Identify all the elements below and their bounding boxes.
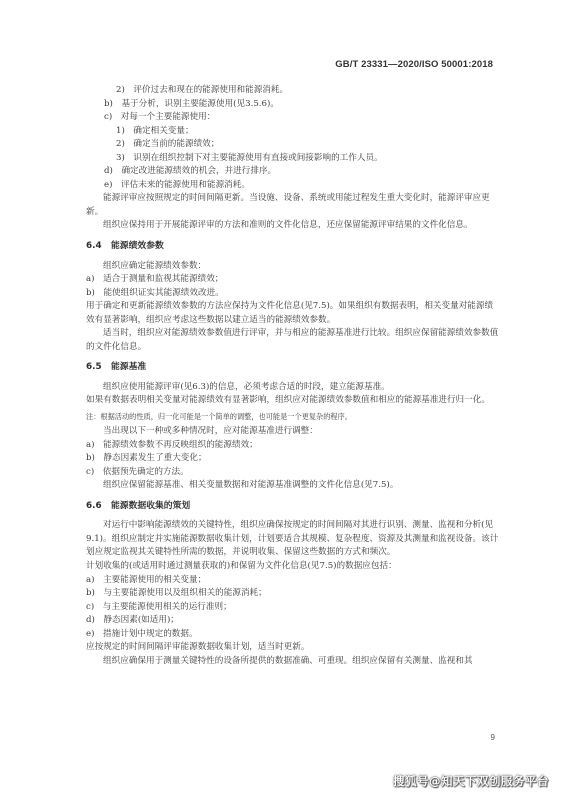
section-heading-6-4	[86, 240, 501, 254]
list-item: a) 主要能源使用的相关变量；	[86, 574, 207, 585]
paragraph: 组织应保持用于开展能源评审的方法和准则的文件化信息，还应保留能源评审结果的文件化信息。	[103, 220, 473, 231]
list-item: c) 依据预先确定的方法。	[86, 466, 189, 477]
paragraph: 用于确定和更新能源绩效参数的方法应保持为文件化信息(见7.5)。如果组织有数据表明，相关变量对能源绩效有显著影响，组织应考虑这些数据以建立适当的能源绩效参数。	[86, 301, 494, 325]
paragraph: 适当时，组织应对能源绩效参数值进行评审，并与相应的能源基准进行比较。组织应保留能源绩效参数值的文件化信息。	[86, 328, 499, 352]
section-heading-6-5	[86, 361, 501, 375]
section-number: 6.6	[86, 500, 102, 511]
paragraph: 对运行中影响能源绩效的关键特性，组织应确保按规定的时间间隔对其进行识别、测量、监视和分析(见9.1)。组织应制定并实施能源数据收集计划，计划要适合其规模、复杂程度、资源及其测量和监视设备。该计划应规定监视其关键特性所需的数据，并说明收集、保留这些数据的方式和频次。	[86, 520, 499, 558]
section-title: 能源数据收集的策划	[111, 500, 191, 511]
paragraph: 组织应使用能源评审(见6.3)的信息，必须考虑合适的时段，建立能源基准。	[103, 381, 390, 392]
section-title: 能源绩效参数	[111, 241, 164, 252]
list-item: b) 能使组织证实其能源绩效改进。	[86, 287, 224, 298]
list-item: a) 适合于测量和监视其能源绩效；	[86, 274, 224, 285]
section-title: 能源基准	[111, 362, 147, 373]
list-item: b) 基于分析，识别主要能源使用(见3.5.6)。	[104, 98, 279, 109]
paragraph: 组织应保留能源基准、相关变量数据和对能源基准调整的文件化信息(见7.5)。	[103, 480, 399, 491]
section-number: 6.4	[86, 241, 102, 252]
paragraph: 如果有数据表明相关变量对能源绩效有显著影响，组织应对能源绩效参数值和相应的能源基准进行归一化。	[86, 395, 490, 406]
watermark: 搜狐号@知天下双创服务平台	[393, 774, 549, 788]
list-item: 3) 识别在组织控制下对主要能源使用有直接或间接影响的工作人员。	[116, 152, 383, 163]
list-item: e) 评估未来的能源使用和能源消耗。	[104, 179, 250, 190]
list-item: 1) 确定相关变量；	[116, 125, 194, 136]
section-heading-6-6	[86, 500, 501, 514]
list-item: c) 对每一个主要能源使用：	[104, 112, 216, 123]
list-item: d) 确定改进能源绩效的机会，并进行排序。	[104, 166, 277, 177]
list-item: c) 与主要能源使用相关的运行准则；	[86, 601, 232, 612]
list-item: b) 与主要能源使用以及组织相关的能源消耗；	[86, 588, 267, 599]
section-number: 6.5	[86, 362, 102, 373]
list-item: a) 能源绩效参数不再反映组织的能源绩效；	[86, 439, 258, 450]
paragraph: 计划收集的(或适用时通过测量获取的)和保留为文件化信息(见7.5)的数据应包括：	[86, 560, 397, 571]
list-item: 2) 评价过去和现在的能源使用和能源消耗。	[116, 85, 289, 95]
list-item: e) 措施计划中规定的数据。	[86, 628, 198, 639]
review-list	[86, 84, 501, 192]
note: 注：根据活动的性质，归一化可能是一个简单的调整，也可能是一个更复杂的程序。	[86, 412, 352, 422]
list-item: 2) 确定当前的能源绩效；	[116, 139, 220, 150]
paragraph: 应按规定的时间间隔评审能源数据收集计划，适当时更新。	[86, 642, 310, 653]
paragraph: 当出现以下一种或多种情况时，应对能源基准进行调整：	[103, 426, 318, 437]
paragraph: 组织应确保用于测量关键特性的设备所提供的数据准确、可重现。组织应保留有关测量、监视和其	[103, 655, 473, 666]
page-number: 9	[490, 733, 495, 742]
paragraph: 能源评审应按照规定的时间间隔更新。当设施、设备、系统或用能过程发生重大变化时，能源评审应更新。	[86, 193, 490, 217]
list-item: d) 静态因素(如适用)；	[86, 615, 179, 626]
list-item: b) 静态因素发生了重大变化；	[86, 453, 207, 464]
standard-number: GB/T 23331—2020/ISO 50001:2018	[335, 59, 493, 70]
paragraph: 组织应确定能源绩效参数：	[103, 260, 207, 271]
page-content	[86, 84, 501, 668]
